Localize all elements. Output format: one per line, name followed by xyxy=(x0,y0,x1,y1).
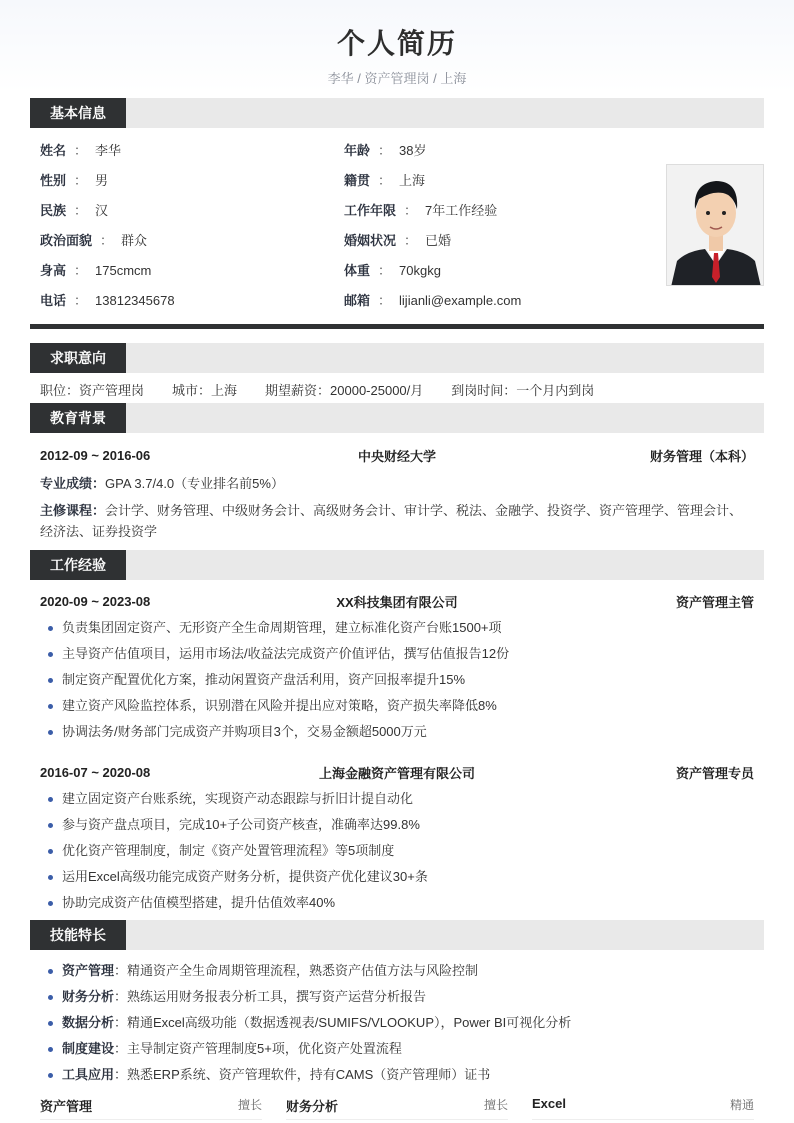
info-value: 李华 xyxy=(95,143,122,158)
work-company: XX科技集团有限公司 xyxy=(336,595,458,610)
info-label: 婚姻状况 xyxy=(344,233,397,248)
info-colon: ： xyxy=(74,293,88,308)
skill-label: 工具应用 xyxy=(62,1067,115,1082)
list-item xyxy=(48,1062,754,1088)
courses-value: 会计学、财务管理、中级财务会计、高级财务会计、审计学、税法、金融学、投资学、资产管理学、管理会计、经济法、证券投资学 xyxy=(40,503,743,539)
courses-label: 主修课程： xyxy=(40,503,106,518)
bullet-icon xyxy=(48,678,53,683)
info-label: 电话 xyxy=(40,293,67,308)
info-label: 年龄 xyxy=(344,143,371,158)
info-value: 汉 xyxy=(95,203,109,218)
section-title-intent: 求职意向 xyxy=(30,343,126,373)
education-period: 2012-09 ~ 2016-06 xyxy=(40,447,151,463)
duty-text: 建立资产风险监控体系，识别潜在风险并提出应对策略，资产损失率降低8% xyxy=(62,698,497,713)
info-value: 上海 xyxy=(399,173,426,188)
info-value: 175cmcm xyxy=(95,263,152,278)
work-entry-header xyxy=(30,745,764,784)
info-colon: ： xyxy=(378,143,392,158)
info-value: 已婚 xyxy=(425,233,452,248)
basic-info-right-column xyxy=(344,136,654,316)
section-bar-work xyxy=(30,550,764,580)
list-item xyxy=(48,641,754,667)
bullet-icon xyxy=(48,849,53,854)
resume-header xyxy=(0,0,794,92)
basic-info-left-column xyxy=(40,136,340,316)
work-duties-list xyxy=(30,613,764,745)
duty-text: 主导资产估值项目，运用市场法/收益法完成资产价值评估，撰写估值报告12份 xyxy=(62,646,510,661)
info-colon: ： xyxy=(404,233,418,248)
bullet-icon xyxy=(48,652,53,657)
info-row-height xyxy=(40,256,340,286)
work-entry xyxy=(30,580,764,745)
bullet-icon xyxy=(48,823,53,828)
info-row-hometown xyxy=(344,166,654,196)
duty-text: 协调法务/财务部门完成资产并购项目3个，交易金额超5000万元 xyxy=(62,724,427,739)
page-title: 个人简历 xyxy=(336,28,457,59)
skill-text: ：熟练运用财务报表分析工具，撰写资产运营分析报告 xyxy=(114,989,427,1004)
intent-salary: 期望薪资：20000-25000/月 xyxy=(265,383,424,398)
duty-text: 运用Excel高级功能完成资产财务分析，提供资产优化建议30+条 xyxy=(62,869,428,884)
info-row-political xyxy=(40,226,340,256)
list-item xyxy=(48,890,754,916)
list-item xyxy=(48,838,754,864)
info-label: 性别 xyxy=(40,173,67,188)
info-row-weight xyxy=(344,256,654,286)
score-value: GPA 3.7/4.0（专业排名前5%） xyxy=(105,476,284,491)
info-row-email xyxy=(344,286,654,316)
skill-level-item xyxy=(286,1096,508,1120)
list-item xyxy=(48,693,754,719)
duty-text: 建立固定资产台账系统，实现资产动态跟踪与折旧计提自动化 xyxy=(62,791,414,806)
intent-city: 城市：上海 xyxy=(172,383,238,398)
bullet-icon xyxy=(48,901,53,906)
intent-arrival: 到岗时间：一个月内到岗 xyxy=(451,383,595,398)
section-bar-intent xyxy=(30,343,764,373)
skills-list xyxy=(30,950,764,1088)
info-value: lijianli@example.com xyxy=(399,293,522,308)
bullet-icon xyxy=(48,969,53,974)
info-value: 70kgkg xyxy=(399,263,441,278)
job-intent xyxy=(30,373,764,403)
list-item xyxy=(48,719,754,745)
info-row-phone xyxy=(40,286,340,316)
info-label: 民族 xyxy=(40,203,67,218)
skill-level-value: 精通 xyxy=(729,1098,754,1112)
info-label: 工作年限 xyxy=(344,203,397,218)
work-entry-header xyxy=(30,580,764,613)
list-item xyxy=(48,786,754,812)
work-duties-list xyxy=(30,784,764,916)
info-colon: ： xyxy=(404,203,418,218)
work-period: 2016-07 ~ 2020-08 xyxy=(40,765,151,780)
list-item xyxy=(48,667,754,693)
skill-level-value: 擅长 xyxy=(237,1098,262,1112)
work-company: 上海金融资产管理有限公司 xyxy=(318,766,475,781)
info-row-name xyxy=(40,136,340,166)
bullet-icon xyxy=(48,995,53,1000)
work-position: 资产管理专员 xyxy=(675,766,754,781)
section-title-education: 教育背景 xyxy=(30,403,126,433)
section-bar-skills xyxy=(30,920,764,950)
list-item xyxy=(48,812,754,838)
info-label: 姓名 xyxy=(40,143,67,158)
info-colon: ： xyxy=(74,203,88,218)
section-title-work: 工作经验 xyxy=(30,550,126,580)
info-label: 籍贯 xyxy=(344,173,371,188)
skill-text: ：主导制定资产管理制度5+项，优化资产处置流程 xyxy=(114,1041,402,1056)
bullet-icon xyxy=(48,626,53,631)
info-value: 男 xyxy=(95,173,109,188)
duty-text: 制定资产配置优化方案，推动闲置资产盘活利用，资产回报率提升15% xyxy=(62,672,466,687)
info-colon: ： xyxy=(378,293,392,308)
skill-levels xyxy=(30,1088,764,1120)
education-entry xyxy=(30,433,764,467)
basic-info xyxy=(30,128,764,318)
skill-text: ：精通Excel高级功能（数据透视表/SUMIFS/VLOOKUP），Power BI可视化分析 xyxy=(114,1015,572,1030)
work-period: 2020-09 ~ 2023-08 xyxy=(40,594,151,609)
info-colon: ： xyxy=(100,233,114,248)
section-title-skills: 技能特长 xyxy=(30,920,126,950)
info-row-gender xyxy=(40,166,340,196)
skill-level-name: 资产管理 xyxy=(40,1099,93,1114)
info-label: 身高 xyxy=(40,263,67,278)
score-label: 专业成绩： xyxy=(40,476,106,491)
page-subtitle: 李华 / 资产管理岗 / 上海 xyxy=(327,71,467,86)
skill-label: 资产管理 xyxy=(62,963,115,978)
skill-text: ：熟悉ERP系统、资产管理软件，持有CAMS（资产管理师）证书 xyxy=(114,1067,491,1082)
list-item xyxy=(48,984,754,1010)
info-row-marital xyxy=(344,226,654,256)
duty-text: 协助完成资产估值模型搭建，提升估值效率40% xyxy=(62,895,336,910)
duty-text: 负责集团固定资产、无形资产全生命周期管理，建立标准化资产台账1500+项 xyxy=(62,620,502,635)
skill-label: 数据分析 xyxy=(62,1015,115,1030)
skill-label: 财务分析 xyxy=(62,989,115,1004)
education-major: 财务管理（本科） xyxy=(649,448,754,464)
info-label: 体重 xyxy=(344,263,371,278)
info-value: 13812345678 xyxy=(95,293,175,308)
info-colon: ： xyxy=(378,173,392,188)
work-entry xyxy=(30,745,764,916)
duty-text: 优化资产管理制度，制定《资产处置管理流程》等5项制度 xyxy=(62,843,395,858)
bullet-icon xyxy=(48,1047,53,1052)
skill-level-value: 擅长 xyxy=(483,1098,508,1112)
list-item xyxy=(48,615,754,641)
info-value: 7年工作经验 xyxy=(425,203,498,218)
info-label: 政治面貌 xyxy=(40,233,93,248)
list-item xyxy=(48,1010,754,1036)
intent-position: 职位：资产管理岗 xyxy=(40,383,145,398)
bullet-icon xyxy=(48,730,53,735)
info-row-work-years xyxy=(344,196,654,226)
info-label: 邮箱 xyxy=(344,293,371,308)
list-item xyxy=(48,864,754,890)
info-row-ethnicity xyxy=(40,196,340,226)
section-divider xyxy=(30,324,764,329)
skill-text: ：精通资产全生命周期管理流程，熟悉资产估值方法与风险控制 xyxy=(114,963,479,978)
info-row-age xyxy=(344,136,654,166)
skill-level-item xyxy=(532,1096,754,1120)
education-score xyxy=(30,467,764,494)
bullet-icon xyxy=(48,875,53,880)
info-colon: ： xyxy=(378,263,392,278)
education-school: 中央财经大学 xyxy=(357,448,436,464)
info-colon: ： xyxy=(74,263,88,278)
list-item xyxy=(48,1036,754,1062)
skill-level-name: 财务分析 xyxy=(286,1099,339,1114)
skill-level-item xyxy=(40,1096,262,1120)
info-value: 群众 xyxy=(121,233,148,248)
list-item xyxy=(48,958,754,984)
section-bar-basic xyxy=(30,98,764,128)
info-colon: ： xyxy=(74,173,88,188)
work-position: 资产管理主管 xyxy=(675,595,754,610)
section-title-basic: 基本信息 xyxy=(30,98,126,128)
info-value: 38岁 xyxy=(399,143,427,158)
bullet-icon xyxy=(48,1021,53,1026)
bullet-icon xyxy=(48,1073,53,1078)
info-colon: ： xyxy=(74,143,88,158)
section-bar-education xyxy=(30,403,764,433)
profile-photo xyxy=(666,164,764,286)
duty-text: 参与资产盘点项目，完成10+子公司资产核查，准确率达99.8% xyxy=(62,817,420,832)
bullet-icon xyxy=(48,704,53,709)
bullet-icon xyxy=(48,797,53,802)
skill-level-name: Excel xyxy=(532,1096,566,1111)
education-courses xyxy=(30,494,764,542)
skill-label: 制度建设 xyxy=(62,1041,115,1056)
